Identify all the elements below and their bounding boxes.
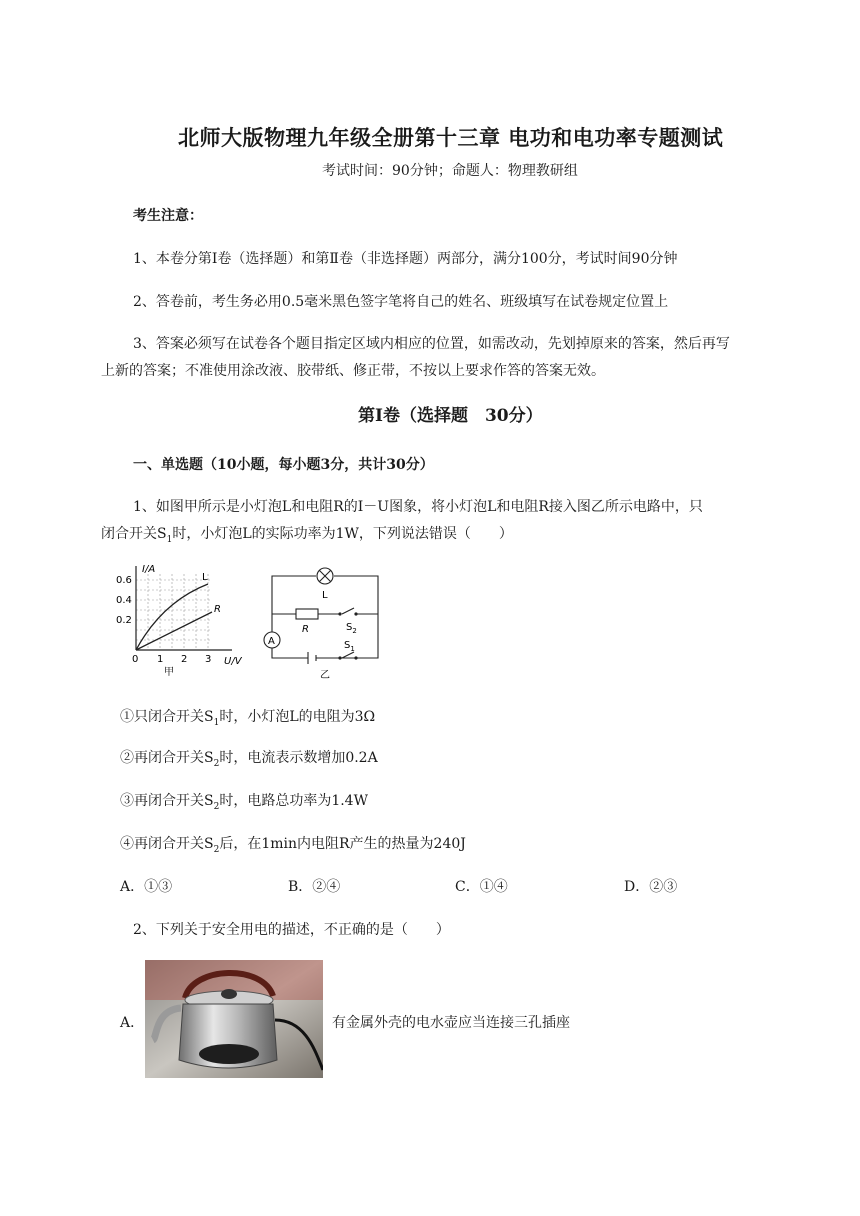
notice-heading: 考生注意： <box>133 208 203 224</box>
question-group-heading: 一、单选题（10小题，每小题3分，共计30分） <box>133 457 434 473</box>
xtick-3: 3 <box>205 654 212 665</box>
q2-stem: 2、下列关于安全用电的描述，不正确的是（ ） <box>133 922 450 938</box>
graph-xlabel: U/V <box>224 656 242 667</box>
exam-meta: 考试时间：90分钟；命题人：物理教研组 <box>322 163 578 179</box>
q1-statement-2: ②再闭合开关$S_2$时，电流表示数增加0.2A <box>120 750 378 769</box>
q2-option-a-text: 有金属外壳的电水壶应当连接三孔插座 <box>332 1015 570 1031</box>
q1-stem-line2: 闭合开关$S_1$时，小灯泡L的实际功率为1W，下列说法错误（ ） <box>101 526 513 545</box>
xtick-2: 2 <box>181 654 188 665</box>
q1-option-d[interactable]: D．②③ <box>624 879 678 895</box>
page-title: 北师大版物理九年级全册第十三章 电功和电功率专题测试 <box>178 125 724 150</box>
resistor-symbol <box>296 609 318 619</box>
q1-statement-4: ④再闭合开关$S_2$后，在1min内电阻R产生的热量为240J <box>120 836 466 855</box>
iu-graph <box>112 562 252 678</box>
circuit-caption: 乙 <box>320 670 330 680</box>
ytick-02: 0.2 <box>116 615 132 626</box>
electric-kettle-photo <box>145 960 323 1078</box>
ytick-06: 0.6 <box>116 575 132 586</box>
ammeter-label: A <box>268 636 275 647</box>
q1-option-b[interactable]: B．②④ <box>288 879 341 895</box>
ytick-04: 0.4 <box>116 595 132 606</box>
q1-statement-1: ①只闭合开关$S_1$时，小灯泡L的电阻为3Ω <box>120 709 376 728</box>
section-title: 第Ⅰ卷（选择题 30分） <box>358 406 543 426</box>
notice-item-3: 3、答案必须写在试卷各个题目指定区域内相应的位置，如需改动，先划掉原来的答案，然后再写 <box>133 336 730 352</box>
q1-option-c[interactable]: C．①④ <box>455 879 508 895</box>
switch-s1-label: $S_1$ <box>344 640 355 653</box>
resistor-label: R <box>302 624 309 635</box>
q1-option-a[interactable]: A．①③ <box>120 879 173 895</box>
graph-caption: 甲 <box>164 667 174 678</box>
notice-item-3-cont: 上新的答案；不准使用涂改液、胶带纸、修正带，不按以上要求作答的答案无效。 <box>101 363 605 379</box>
switch-s2-label: $S_2$ <box>346 622 357 635</box>
notice-item-1: 1、本卷分第Ⅰ卷（选择题）和第Ⅱ卷（非选择题）两部分，满分100分，考试时间90分钟 <box>133 251 678 267</box>
line-r-label: R <box>214 604 221 615</box>
switch-s2-symbol <box>342 608 354 614</box>
xtick-0: 0 <box>132 654 139 665</box>
graph-ylabel: I/A <box>142 564 156 575</box>
lamp-label: L <box>322 590 328 601</box>
notice-item-2: 2、答卷前，考生务必用0.5毫米黑色签字笔将自己的姓名、班级填写在试卷规定位置上 <box>133 294 669 310</box>
q1-stem-line1: 1、如图甲所示是小灯泡L和电阻R的I－U图象，将小灯泡L和电阻R接入图乙所示电路中，只 <box>133 499 703 515</box>
curve-l-label: L <box>202 572 208 583</box>
circuit-diagram <box>262 562 388 680</box>
q1-statement-3: ③再闭合开关$S_2$时，电路总功率为1.4W <box>120 793 368 812</box>
q2-option-a-label[interactable]: A． <box>120 1015 145 1031</box>
xtick-1: 1 <box>157 654 164 665</box>
